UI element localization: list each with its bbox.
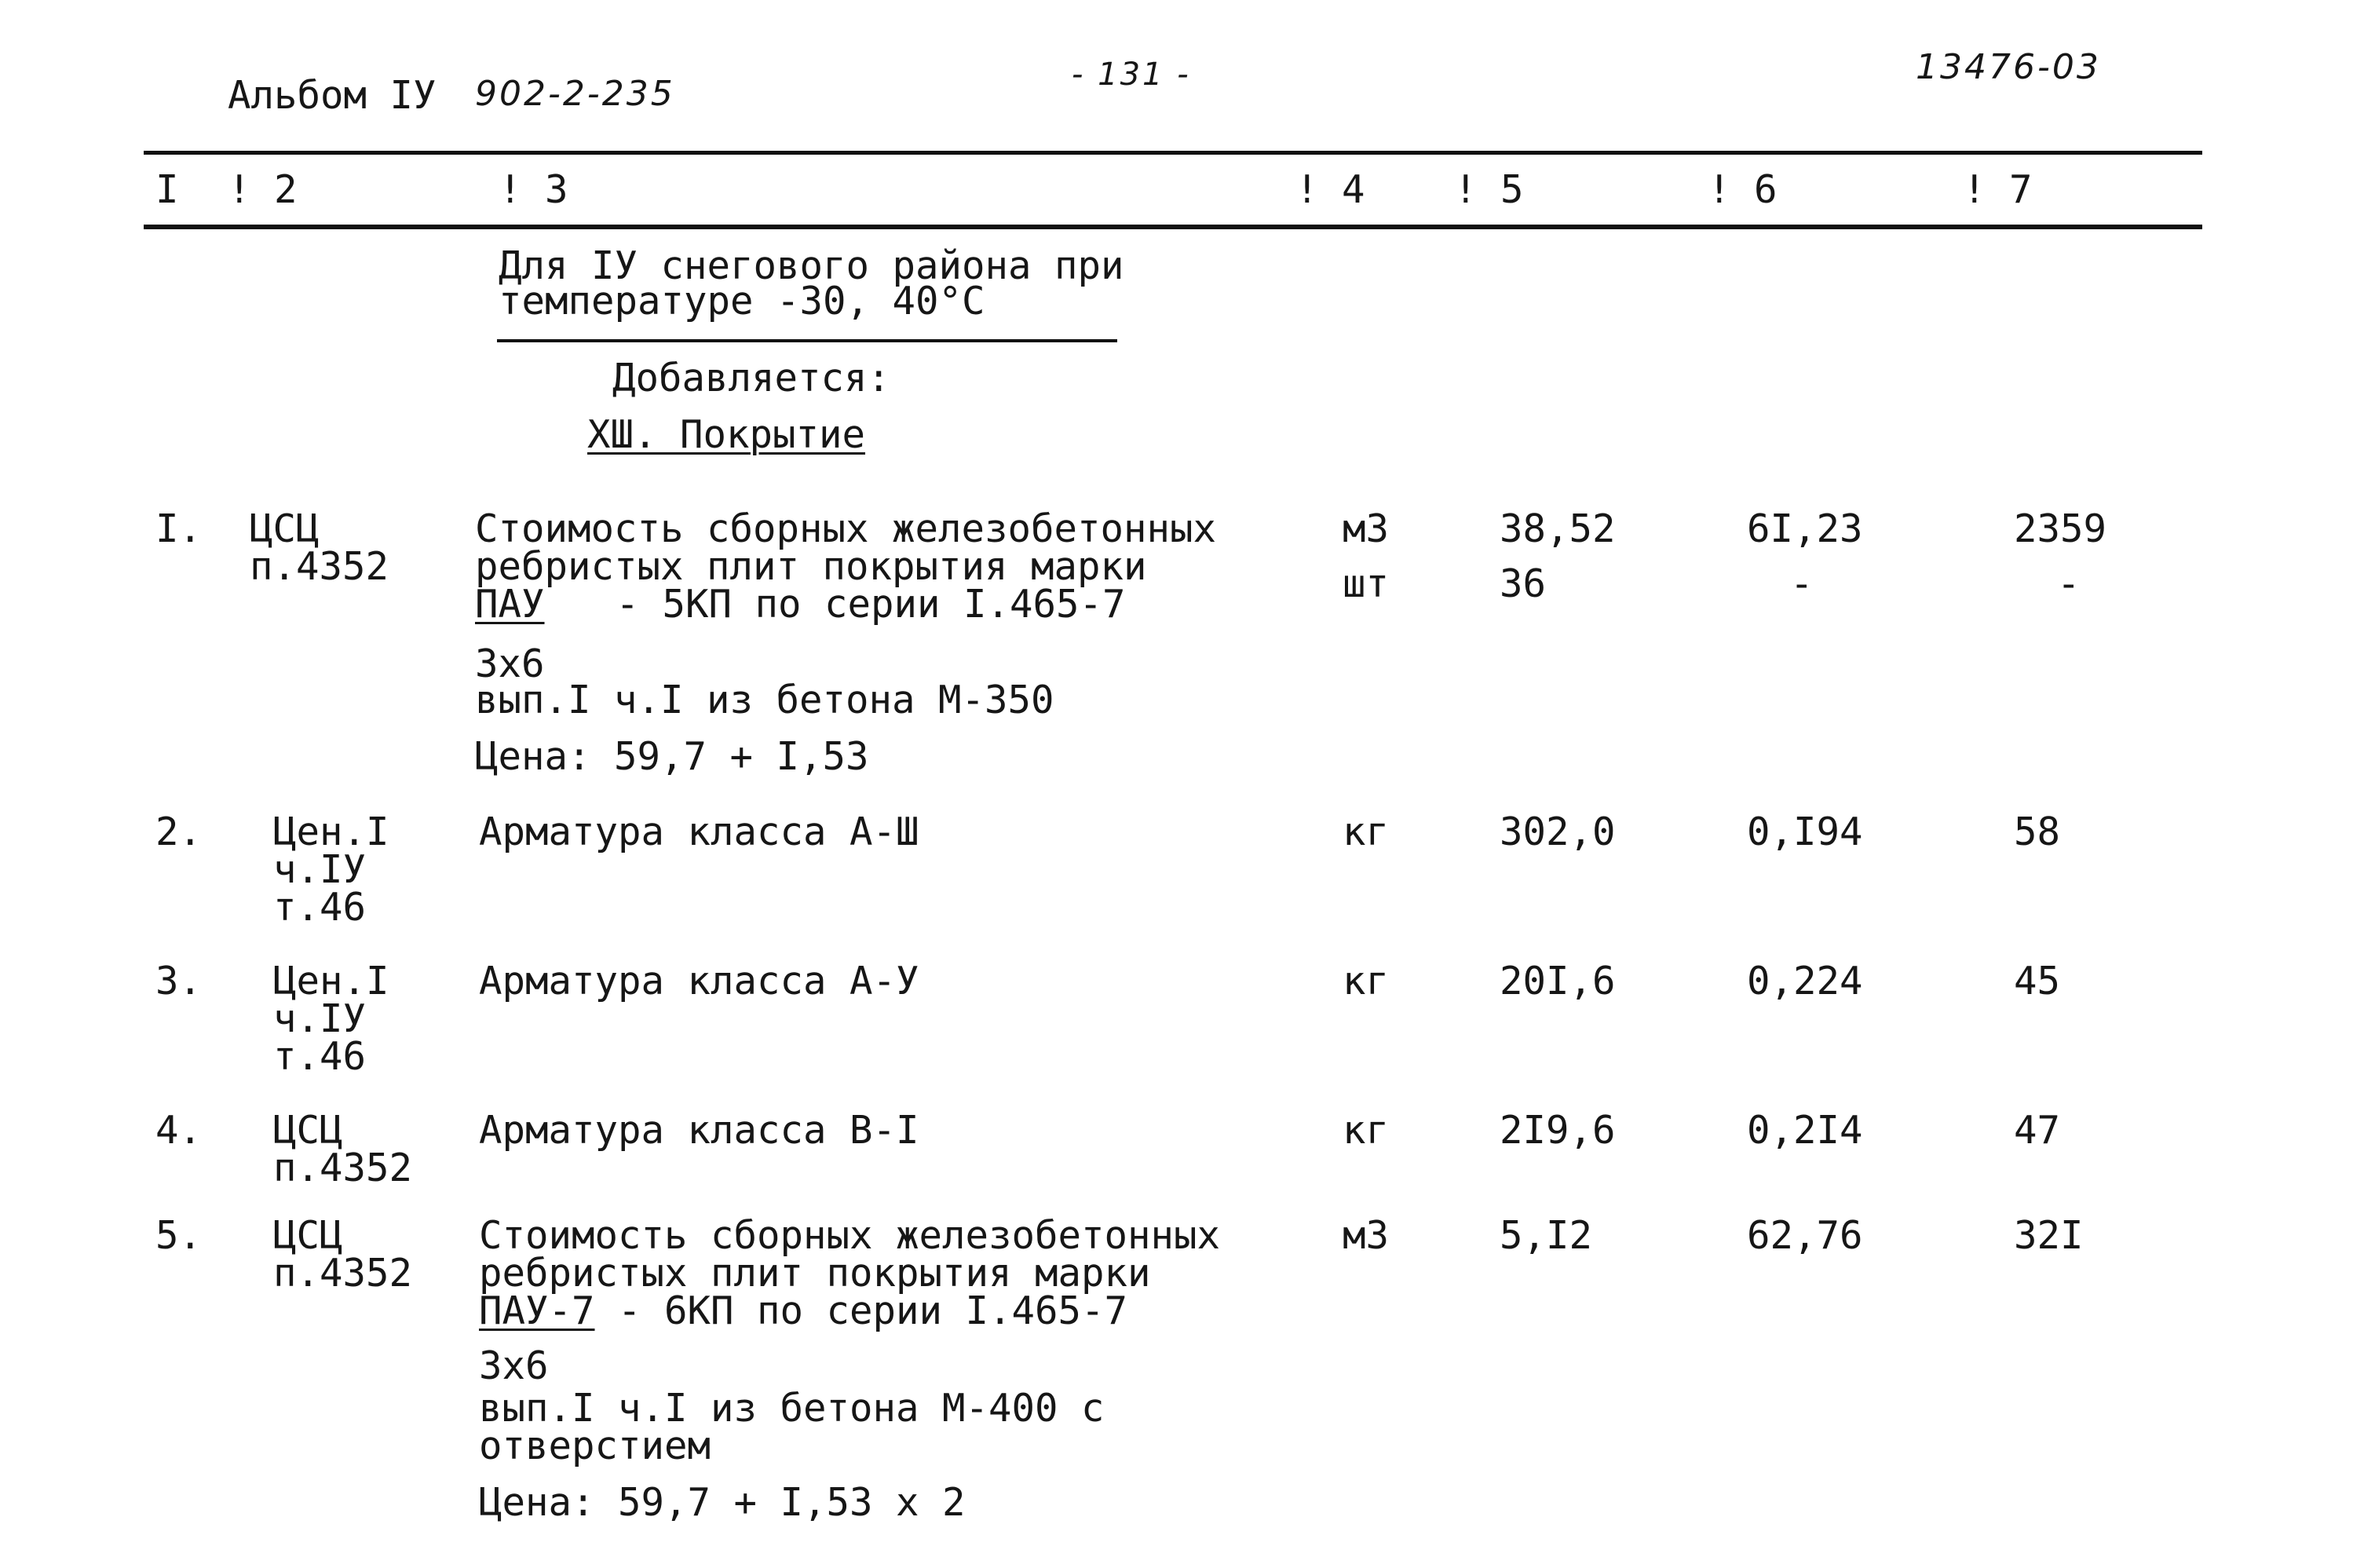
row-quantity: 38,52 (1500, 506, 1616, 551)
column-4-header: ! 4 (1295, 167, 1365, 212)
row-description: вып.I ч.I из бетона М-400 с (479, 1386, 1105, 1431)
row-reference: ЦСЦ (273, 1213, 343, 1258)
column-3-header: ! 3 (499, 167, 568, 212)
row-reference: ЦСЦ (250, 506, 320, 551)
row-price: Цена: 59,7 + I,53 (475, 734, 869, 779)
row-quantity: 302,0 (1500, 810, 1616, 854)
row-reference: Цен.I (273, 810, 389, 854)
row-unit-cost: - (1790, 561, 1814, 606)
row-unit-cost: 0,I94 (1747, 810, 1863, 854)
row-mark: ПАУ (475, 582, 545, 627)
row-description: Стоимость сборных железобетонных (479, 1213, 1221, 1258)
row-quantity: 2I9,6 (1500, 1108, 1616, 1153)
row-mark: ПАУ-7 (479, 1288, 595, 1333)
row-unit: кг (1343, 810, 1390, 854)
row-total: - (2057, 561, 2081, 606)
row-total: 45 (2014, 959, 2061, 1003)
row-total: 2359 (2014, 506, 2107, 551)
row-unit-cost: 62,76 (1747, 1213, 1863, 1258)
row-reference: ч.IУ (273, 847, 367, 892)
row-description: Стоимость сборных железобетонных (475, 506, 1217, 551)
column-7-header: ! 7 (1963, 167, 2033, 212)
row-reference: п.4352 (250, 544, 389, 589)
row-description: Арматура класса А-Ш (479, 810, 919, 854)
header-bottom-rule (144, 225, 2202, 229)
row-description: ПАУ-7 - 6КП по серии I.465-7 (479, 1288, 1128, 1333)
row-unit-cost: 0,2I4 (1747, 1108, 1863, 1153)
header-top-rule (144, 151, 2202, 155)
row-reference: ЦСЦ (273, 1108, 343, 1153)
row-reference: ч.IУ (273, 996, 367, 1041)
row-quantity: 5,I2 (1500, 1213, 1593, 1258)
column-1-header: I (155, 167, 179, 212)
row-number: I. (155, 506, 203, 551)
row-description: ребристых плит покрытия марки (475, 544, 1147, 589)
row-description: 3х6 (475, 641, 545, 686)
row-reference: п.4352 (273, 1251, 413, 1296)
row-total: 58 (2014, 810, 2061, 854)
project-number: 902-2-235 (475, 74, 675, 114)
added-label: Добавляется: (612, 356, 891, 400)
row-description: Арматура класса В-I (479, 1108, 919, 1153)
row-description: ПАУ - 5КП по серии I.465-7 (475, 582, 1126, 627)
row-total: 47 (2014, 1108, 2061, 1153)
row-reference: Цен.I (273, 959, 389, 1003)
row-unit: кг (1343, 959, 1390, 1003)
condition-underline (497, 339, 1117, 342)
album-label: Альбом IУ (228, 73, 437, 118)
document-code: 13476-03 (1916, 47, 2101, 87)
row-number: 4. (155, 1108, 203, 1153)
column-6-header: ! 6 (1708, 167, 1778, 212)
row-description: отверстием (479, 1424, 711, 1468)
page-number: - 131 - (1072, 57, 1191, 93)
condition-line-1: Для IУ снегового района при (499, 243, 1124, 288)
row-quantity: 36 (1500, 561, 1547, 606)
row-total: 32I (2014, 1213, 2084, 1258)
row-number: 3. (155, 959, 203, 1003)
row-reference: т.46 (273, 885, 367, 930)
row-unit-cost: 0,224 (1747, 959, 1863, 1003)
row-reference: п.4352 (273, 1146, 413, 1190)
column-5-header: ! 5 (1454, 167, 1524, 212)
column-2-header: ! 2 (228, 167, 298, 212)
row-number: 2. (155, 810, 203, 854)
row-unit: кг (1343, 1108, 1390, 1153)
row-price: Цена: 59,7 + I,53 х 2 (479, 1480, 966, 1525)
row-number: 5. (155, 1213, 203, 1258)
row-unit: шт (1343, 561, 1390, 606)
row-reference: т.46 (273, 1034, 367, 1079)
row-description: Арматура класса А-У (479, 959, 919, 1003)
row-unit: м3 (1343, 1213, 1390, 1258)
row-description: 3х6 (479, 1343, 549, 1388)
row-quantity: 20I,6 (1500, 959, 1616, 1003)
section-title: ХШ. Покрытие (587, 412, 866, 457)
row-description: ребристых плит покрытия марки (479, 1251, 1151, 1296)
condition-line-2: температуре -30, 40°C (499, 279, 985, 323)
row-unit-cost: 6I,23 (1747, 506, 1863, 551)
row-description: вып.I ч.I из бетона М-350 (475, 678, 1054, 722)
row-unit: м3 (1343, 506, 1390, 551)
